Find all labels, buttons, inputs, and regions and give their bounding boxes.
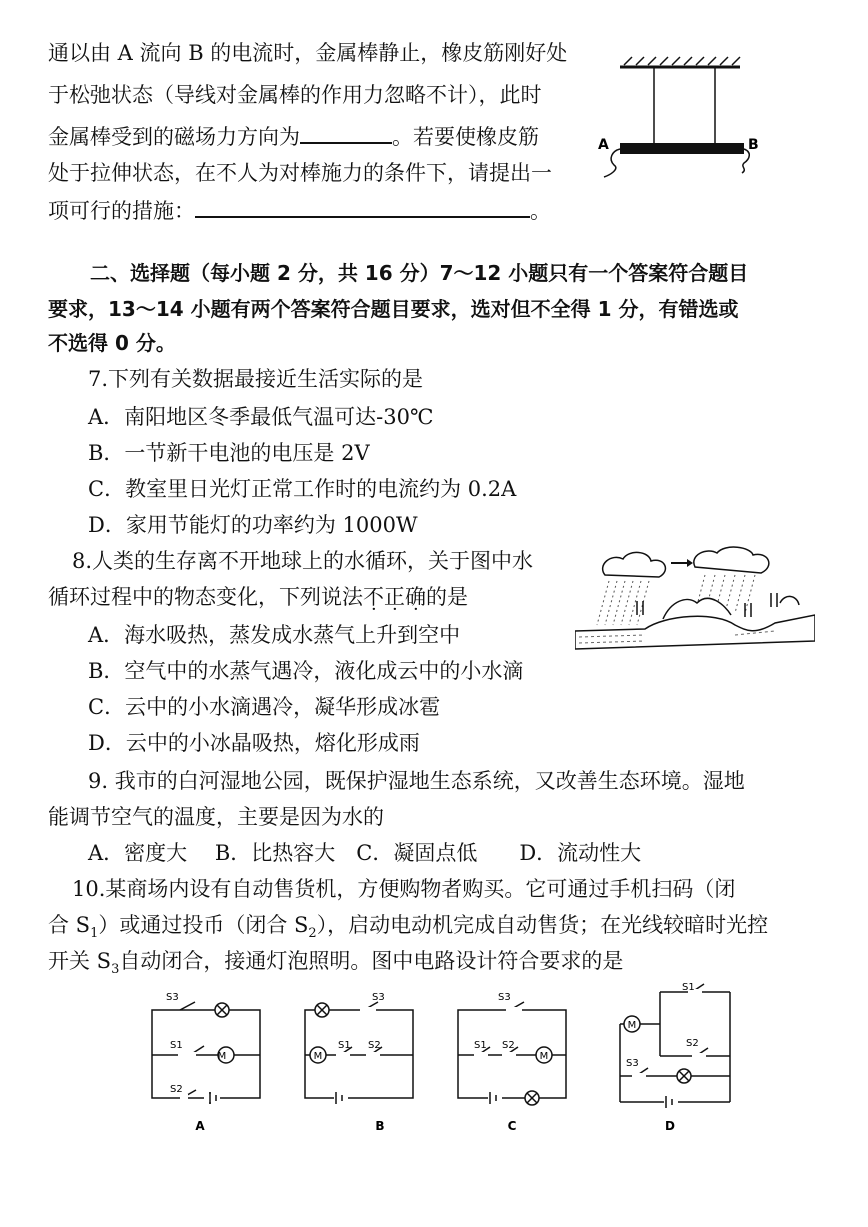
- label-a: A: [598, 137, 609, 153]
- q7-option-b[interactable]: B．一节新干电池的电压是 2V: [88, 441, 370, 465]
- q7-option-d[interactable]: D．家用节能灯的功率约为 1000W: [88, 513, 418, 537]
- circuit-a[interactable]: [152, 1002, 260, 1104]
- q8-stem-1: 8.人类的生存离不开地球上的水循环，关于图中水: [72, 549, 534, 573]
- svg-text:S1: S1: [474, 1040, 487, 1051]
- label-b: B: [748, 137, 759, 153]
- svg-text:S2: S2: [170, 1084, 183, 1095]
- q8-option-b[interactable]: B．空气中的水蒸气遇冷，液化成云中的小水滴: [88, 659, 524, 683]
- q6-line-2: 于松弛状态（导线对金属棒的作用力忽略不计），此时: [48, 83, 542, 107]
- svg-text:M: M: [627, 1020, 637, 1031]
- circuit-diagrams: [140, 980, 740, 1140]
- q8-option-d[interactable]: D．云中的小冰晶吸热，熔化形成雨: [88, 731, 420, 755]
- svg-text:S3: S3: [166, 992, 179, 1003]
- q6-line-4: 处于拉伸状态，在不人为对棒施力的条件下，请提出一: [48, 161, 552, 185]
- svg-text:S1: S1: [170, 1040, 183, 1051]
- svg-text:M: M: [313, 1051, 323, 1062]
- svg-text:S3: S3: [626, 1058, 639, 1069]
- circuit-label-d: D: [665, 1119, 675, 1133]
- q10-stem-2: 合 $S_1$）或通过投币（闭合 $S_2$），启动电动机完成自动售货；在光线较暗时光控: [48, 913, 769, 942]
- q8-option-c[interactable]: C．云中的小水滴遇冷，凝华形成冰雹: [88, 695, 441, 719]
- circuit-label-b: B: [375, 1119, 385, 1133]
- q6-line-1: 通以由 A 流向 B 的电流时，金属棒静止，橡皮筋刚好处: [48, 41, 568, 65]
- q8-option-a[interactable]: A．海水吸热，蒸发成水蒸气上升到空中: [88, 623, 461, 647]
- svg-text:S2: S2: [368, 1040, 381, 1051]
- svg-text:S3: S3: [372, 992, 385, 1003]
- svg-text:S3: S3: [498, 992, 511, 1003]
- q8-stem-2: 循环过程中的物态变化，下列说法不正确的是: [48, 585, 468, 609]
- q7-option-a[interactable]: A．南阳地区冬季最低气温可达-30℃: [88, 405, 434, 429]
- svg-text:M: M: [217, 1051, 227, 1062]
- circuit-d[interactable]: [620, 984, 730, 1102]
- q6-line-5: 项可行的措施： 。: [48, 194, 551, 226]
- q6-line-3: 金属棒受到的磁场力方向为 。若要使橡皮筋: [48, 120, 539, 152]
- q9-stem-2: 能调节空气的温度，主要是因为水的: [48, 805, 384, 829]
- q10-stem-3: 开关 $S_3$自动闭合，接通灯泡照明。图中电路设计符合要求的是: [48, 949, 624, 978]
- q7-stem: 7.下列有关数据最接近生活实际的是: [88, 367, 424, 391]
- section-heading-line-1: 二、选择题（每小题 2 分，共 16 分）7～12 小题只有一个答案符合题目: [90, 261, 749, 285]
- circuit-label-c: C: [507, 1119, 517, 1133]
- q10-stem-1: 10.某商场内设有自动售货机，方便购物者购买。它可通过手机扫码（闭: [72, 877, 736, 901]
- circuit-label-a: A: [195, 1119, 205, 1133]
- section-heading-line-3: 不选得 0 分。: [48, 331, 176, 355]
- q9-options[interactable]: A．密度大 B．比热容大 C．凝固点低 D．流动性大: [88, 841, 642, 865]
- water-cycle-figure: [575, 545, 815, 670]
- answer-blank-measure[interactable]: [195, 194, 530, 218]
- q7-option-c[interactable]: C．教室里日光灯正常工作时的电流约为 0.2A: [88, 477, 517, 501]
- q9-stem-1: 9. 我市的白河湿地公园，既保护湿地生态系统，又改善生态环境。湿地: [88, 769, 745, 793]
- metal-rod-figure: [590, 55, 780, 195]
- svg-text:S1: S1: [338, 1040, 351, 1051]
- svg-text:S2: S2: [502, 1040, 515, 1051]
- metal-rod: [620, 143, 744, 154]
- svg-text:S1: S1: [682, 982, 695, 993]
- svg-text:S2: S2: [686, 1038, 699, 1049]
- answer-blank-direction[interactable]: [300, 120, 392, 144]
- section-heading-line-2: 要求，13～14 小题有两个答案符合题目要求，选对但不全得 1 分，有错选或: [48, 297, 739, 321]
- svg-text:M: M: [539, 1051, 549, 1062]
